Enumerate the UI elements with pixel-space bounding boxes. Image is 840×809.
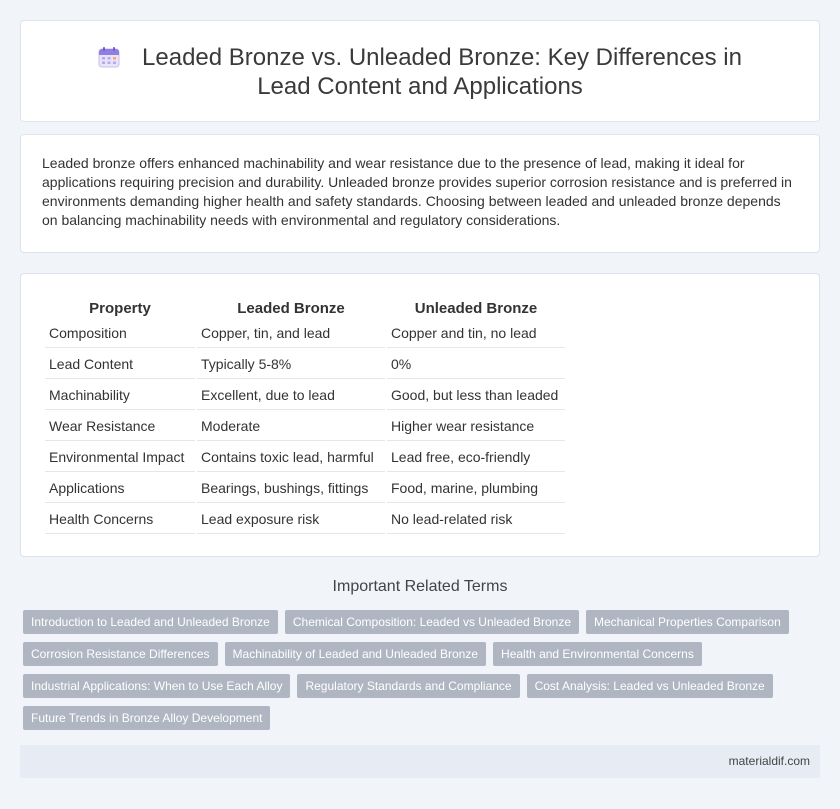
row-leaded: Bearings, bushings, fittings bbox=[197, 474, 385, 503]
table-row bbox=[45, 505, 565, 534]
row-property: Machinability bbox=[45, 381, 195, 410]
row-property: Composition bbox=[45, 319, 195, 348]
row-unleaded: No lead-related risk bbox=[387, 505, 565, 534]
comparison-card bbox=[20, 273, 820, 557]
row-property: Health Concerns bbox=[45, 505, 195, 534]
tag-row bbox=[23, 610, 813, 634]
calendar-icon bbox=[98, 46, 120, 68]
related-term-tag[interactable]: Health and Environmental Concerns bbox=[493, 642, 702, 666]
table-row bbox=[45, 443, 565, 472]
row-unleaded: Higher wear resistance bbox=[387, 412, 565, 441]
page-title: Leaded Bronze vs. Unleaded Bronze: Key Differences in Lead Content and Applications bbox=[142, 44, 742, 100]
table-row bbox=[45, 381, 565, 410]
table-row bbox=[45, 412, 565, 441]
related-term-tag[interactable]: Cost Analysis: Leaded vs Unleaded Bronze bbox=[527, 674, 773, 698]
table-row bbox=[45, 474, 565, 503]
tag-row bbox=[23, 706, 813, 730]
header-leaded: Leaded Bronze bbox=[237, 299, 345, 317]
row-unleaded: Copper and tin, no lead bbox=[387, 319, 565, 348]
related-terms-list bbox=[23, 610, 813, 738]
tag-row bbox=[23, 642, 813, 666]
related-term-tag[interactable]: Mechanical Properties Comparison bbox=[586, 610, 789, 634]
tag-row bbox=[23, 674, 813, 698]
row-unleaded: Lead free, eco-friendly bbox=[387, 443, 565, 472]
table-row bbox=[45, 350, 565, 379]
header-unleaded: Unleaded Bronze bbox=[414, 299, 538, 317]
summary-text: Leaded bronze offers enhanced machinability and wear resistance due to the presence of lead, making it ideal for applications requiring precision and durability. Unleaded bronze provides superior corrosion resistance and is preferred in environments demanding higher health and safety standards. Choosing between leaded and unleaded bronze depends on balancing machinability needs with environmental and regulatory considerations. bbox=[42, 155, 792, 228]
header-property: Property bbox=[89, 299, 151, 317]
row-leaded: Excellent, due to lead bbox=[197, 381, 385, 410]
related-term-tag[interactable]: Machinability of Leaded and Unleaded Bronze bbox=[225, 642, 487, 666]
related-term-tag[interactable]: Regulatory Standards and Compliance bbox=[297, 674, 519, 698]
table-header-row bbox=[45, 297, 565, 317]
footer bbox=[20, 745, 820, 778]
row-unleaded: 0% bbox=[387, 350, 565, 379]
title-card bbox=[20, 20, 820, 122]
row-property: Environmental Impact bbox=[45, 443, 195, 472]
row-property: Applications bbox=[45, 474, 195, 503]
related-term-tag[interactable]: Introduction to Leaded and Unleaded Bronze bbox=[23, 610, 278, 634]
summary-card bbox=[20, 134, 820, 253]
row-leaded: Contains toxic lead, harmful bbox=[197, 443, 385, 472]
row-leaded: Lead exposure risk bbox=[197, 505, 385, 534]
related-term-tag[interactable]: Industrial Applications: When to Use Each Alloy bbox=[23, 674, 290, 698]
table-row bbox=[45, 319, 565, 348]
row-property: Lead Content bbox=[45, 350, 195, 379]
row-unleaded: Food, marine, plumbing bbox=[387, 474, 565, 503]
related-term-tag[interactable]: Future Trends in Bronze Alloy Development bbox=[23, 706, 270, 730]
related-term-tag[interactable]: Corrosion Resistance Differences bbox=[23, 642, 218, 666]
row-leaded: Moderate bbox=[197, 412, 385, 441]
related-terms-title: Important Related Terms bbox=[332, 578, 508, 595]
row-leaded: Typically 5-8% bbox=[197, 350, 385, 379]
related-term-tag[interactable]: Chemical Composition: Leaded vs Unleaded Bronze bbox=[285, 610, 579, 634]
footer-site-link[interactable]: materialdif.com bbox=[728, 754, 810, 768]
page-title-wrap bbox=[21, 43, 819, 101]
row-leaded: Copper, tin, and lead bbox=[197, 319, 385, 348]
row-property: Wear Resistance bbox=[45, 412, 195, 441]
comparison-table bbox=[43, 295, 567, 536]
row-unleaded: Good, but less than leaded bbox=[387, 381, 565, 410]
